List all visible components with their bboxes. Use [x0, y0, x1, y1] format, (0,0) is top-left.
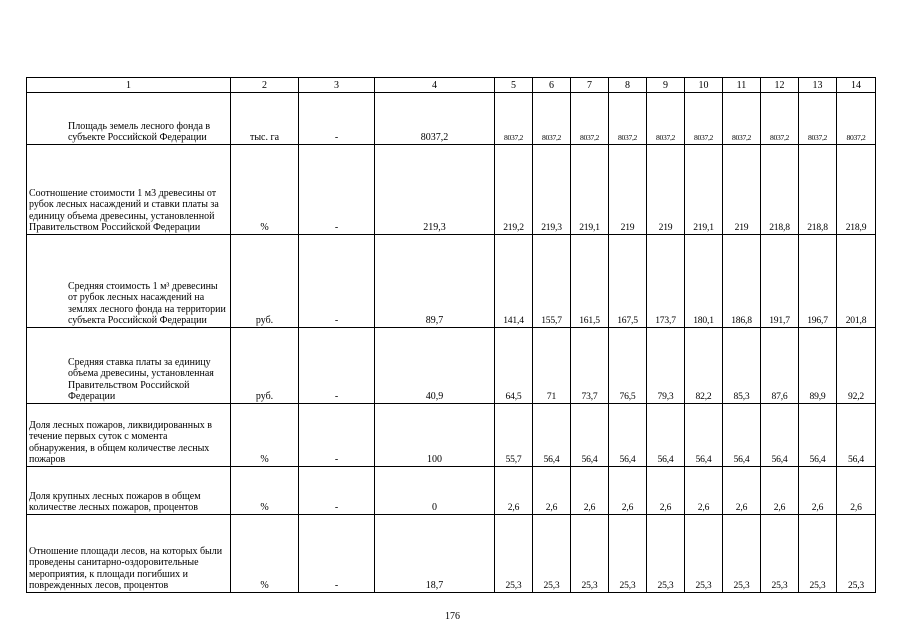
header-row	[27, 78, 876, 93]
table-row	[27, 467, 876, 515]
value-cell: 161,5	[571, 235, 609, 328]
column-header: 6	[533, 78, 571, 93]
indicator-name: Доля крупных лесных пожаров в общем количестве лесных пожаров, процентов	[27, 467, 231, 515]
value-cell: 2,6	[799, 467, 837, 515]
indicator-name: Доля лесных пожаров, ликвидированных в течение первых суток с момента обнаружения, в общем количестве лесных пожаров	[27, 404, 231, 467]
value-cell: 196,7	[799, 235, 837, 328]
indicator-name: Соотношение стоимости 1 м3 древесины от рубок лесных насаждений и ставки платы за единицу объема древесины, установленной Правительством Российской Федерации	[27, 145, 231, 235]
value-cell: 8037,2	[837, 93, 876, 145]
column-header: 12	[761, 78, 799, 93]
value-cell: 25,3	[799, 515, 837, 593]
value-cell: 8037,2	[647, 93, 685, 145]
value-cell: 186,8	[723, 235, 761, 328]
column-header: 1	[27, 78, 231, 93]
value-cell: 219,2	[495, 145, 533, 235]
value-cell: 25,3	[495, 515, 533, 593]
table-row	[27, 328, 876, 404]
indicators-table	[26, 77, 876, 593]
value-cell: 155,7	[533, 235, 571, 328]
value-cell: 87,6	[761, 328, 799, 404]
value-cell: 64,5	[495, 328, 533, 404]
indicator-name: Средняя ставка платы за единицу объема древесины, установленная Правительством Российской Федерации	[27, 328, 231, 404]
table-row	[27, 235, 876, 328]
column-header: 5	[495, 78, 533, 93]
value-cell: 2,6	[609, 467, 647, 515]
value-cell: 219,3	[533, 145, 571, 235]
col3-cell: -	[299, 515, 375, 593]
col3-cell: -	[299, 145, 375, 235]
value-cell: 8037,2	[685, 93, 723, 145]
value-cell: 56,4	[647, 404, 685, 467]
value-cell: 218,8	[761, 145, 799, 235]
col3-cell: -	[299, 328, 375, 404]
value-cell: 76,5	[609, 328, 647, 404]
value-cell: 219	[609, 145, 647, 235]
value-cell: 82,2	[685, 328, 723, 404]
indicator-name: Отношение площади лесов, на которых были проведены санитарно-оздоровительные мероприятия, к площади погибших и поврежденных лесов, процентов	[27, 515, 231, 593]
column-header: 8	[609, 78, 647, 93]
value-cell: 219	[723, 145, 761, 235]
value-cell: 218,8	[799, 145, 837, 235]
unit-cell: руб.	[231, 235, 299, 328]
value-cell: 173,7	[647, 235, 685, 328]
col4-cell: 40,9	[375, 328, 495, 404]
value-cell: 2,6	[647, 467, 685, 515]
value-cell: 56,4	[761, 404, 799, 467]
value-cell: 180,1	[685, 235, 723, 328]
value-cell: 89,9	[799, 328, 837, 404]
col4-cell: 89,7	[375, 235, 495, 328]
value-cell: 56,4	[837, 404, 876, 467]
value-cell: 2,6	[495, 467, 533, 515]
value-cell: 201,8	[837, 235, 876, 328]
value-cell: 56,4	[685, 404, 723, 467]
value-cell: 73,7	[571, 328, 609, 404]
value-cell: 56,4	[723, 404, 761, 467]
column-header: 7	[571, 78, 609, 93]
value-cell: 218,9	[837, 145, 876, 235]
value-cell: 56,4	[609, 404, 647, 467]
unit-cell: %	[231, 515, 299, 593]
value-cell: 25,3	[723, 515, 761, 593]
value-cell: 92,2	[837, 328, 876, 404]
value-cell: 25,3	[837, 515, 876, 593]
col4-cell: 219,3	[375, 145, 495, 235]
value-cell: 8037,2	[609, 93, 647, 145]
column-header: 13	[799, 78, 837, 93]
col3-cell: -	[299, 235, 375, 328]
value-cell: 2,6	[571, 467, 609, 515]
value-cell: 8037,2	[571, 93, 609, 145]
value-cell: 25,3	[647, 515, 685, 593]
column-header: 14	[837, 78, 876, 93]
indicator-name: Площадь земель лесного фонда в субъекте Российской Федерации	[27, 93, 231, 145]
unit-cell: %	[231, 404, 299, 467]
value-cell: 56,4	[571, 404, 609, 467]
table-row	[27, 404, 876, 467]
value-cell: 55,7	[495, 404, 533, 467]
unit-cell: тыс. га	[231, 93, 299, 145]
table-row	[27, 93, 876, 145]
value-cell: 79,3	[647, 328, 685, 404]
col3-cell: -	[299, 404, 375, 467]
value-cell: 141,4	[495, 235, 533, 328]
value-cell: 219	[647, 145, 685, 235]
column-header: 4	[375, 78, 495, 93]
value-cell: 8037,2	[761, 93, 799, 145]
value-cell: 2,6	[837, 467, 876, 515]
col3-cell: -	[299, 93, 375, 145]
value-cell: 191,7	[761, 235, 799, 328]
value-cell: 167,5	[609, 235, 647, 328]
value-cell: 25,3	[533, 515, 571, 593]
unit-cell: %	[231, 145, 299, 235]
unit-cell: %	[231, 467, 299, 515]
value-cell: 8037,2	[533, 93, 571, 145]
column-header: 3	[299, 78, 375, 93]
col4-cell: 100	[375, 404, 495, 467]
value-cell: 8037,2	[723, 93, 761, 145]
value-cell: 25,3	[609, 515, 647, 593]
value-cell: 85,3	[723, 328, 761, 404]
value-cell: 25,3	[685, 515, 723, 593]
column-header: 2	[231, 78, 299, 93]
value-cell: 56,4	[799, 404, 837, 467]
value-cell: 8037,2	[495, 93, 533, 145]
unit-cell: руб.	[231, 328, 299, 404]
col4-cell: 18,7	[375, 515, 495, 593]
indicator-name: Средняя стоимость 1 м³ древесины от рубок лесных насаждений на землях лесного фонда на территории субъекта Российской Федерации	[27, 235, 231, 328]
col4-cell: 8037,2	[375, 93, 495, 145]
value-cell: 2,6	[723, 467, 761, 515]
col4-cell: 0	[375, 467, 495, 515]
value-cell: 8037,2	[799, 93, 837, 145]
value-cell: 71	[533, 328, 571, 404]
col3-cell: -	[299, 467, 375, 515]
table-row	[27, 515, 876, 593]
column-header: 11	[723, 78, 761, 93]
column-header: 9	[647, 78, 685, 93]
value-cell: 25,3	[571, 515, 609, 593]
page-number: 176	[445, 611, 460, 622]
column-header: 10	[685, 78, 723, 93]
table-row	[27, 145, 876, 235]
value-cell: 219,1	[571, 145, 609, 235]
value-cell: 219,1	[685, 145, 723, 235]
value-cell: 2,6	[533, 467, 571, 515]
value-cell: 2,6	[685, 467, 723, 515]
value-cell: 56,4	[533, 404, 571, 467]
value-cell: 25,3	[761, 515, 799, 593]
value-cell: 2,6	[761, 467, 799, 515]
